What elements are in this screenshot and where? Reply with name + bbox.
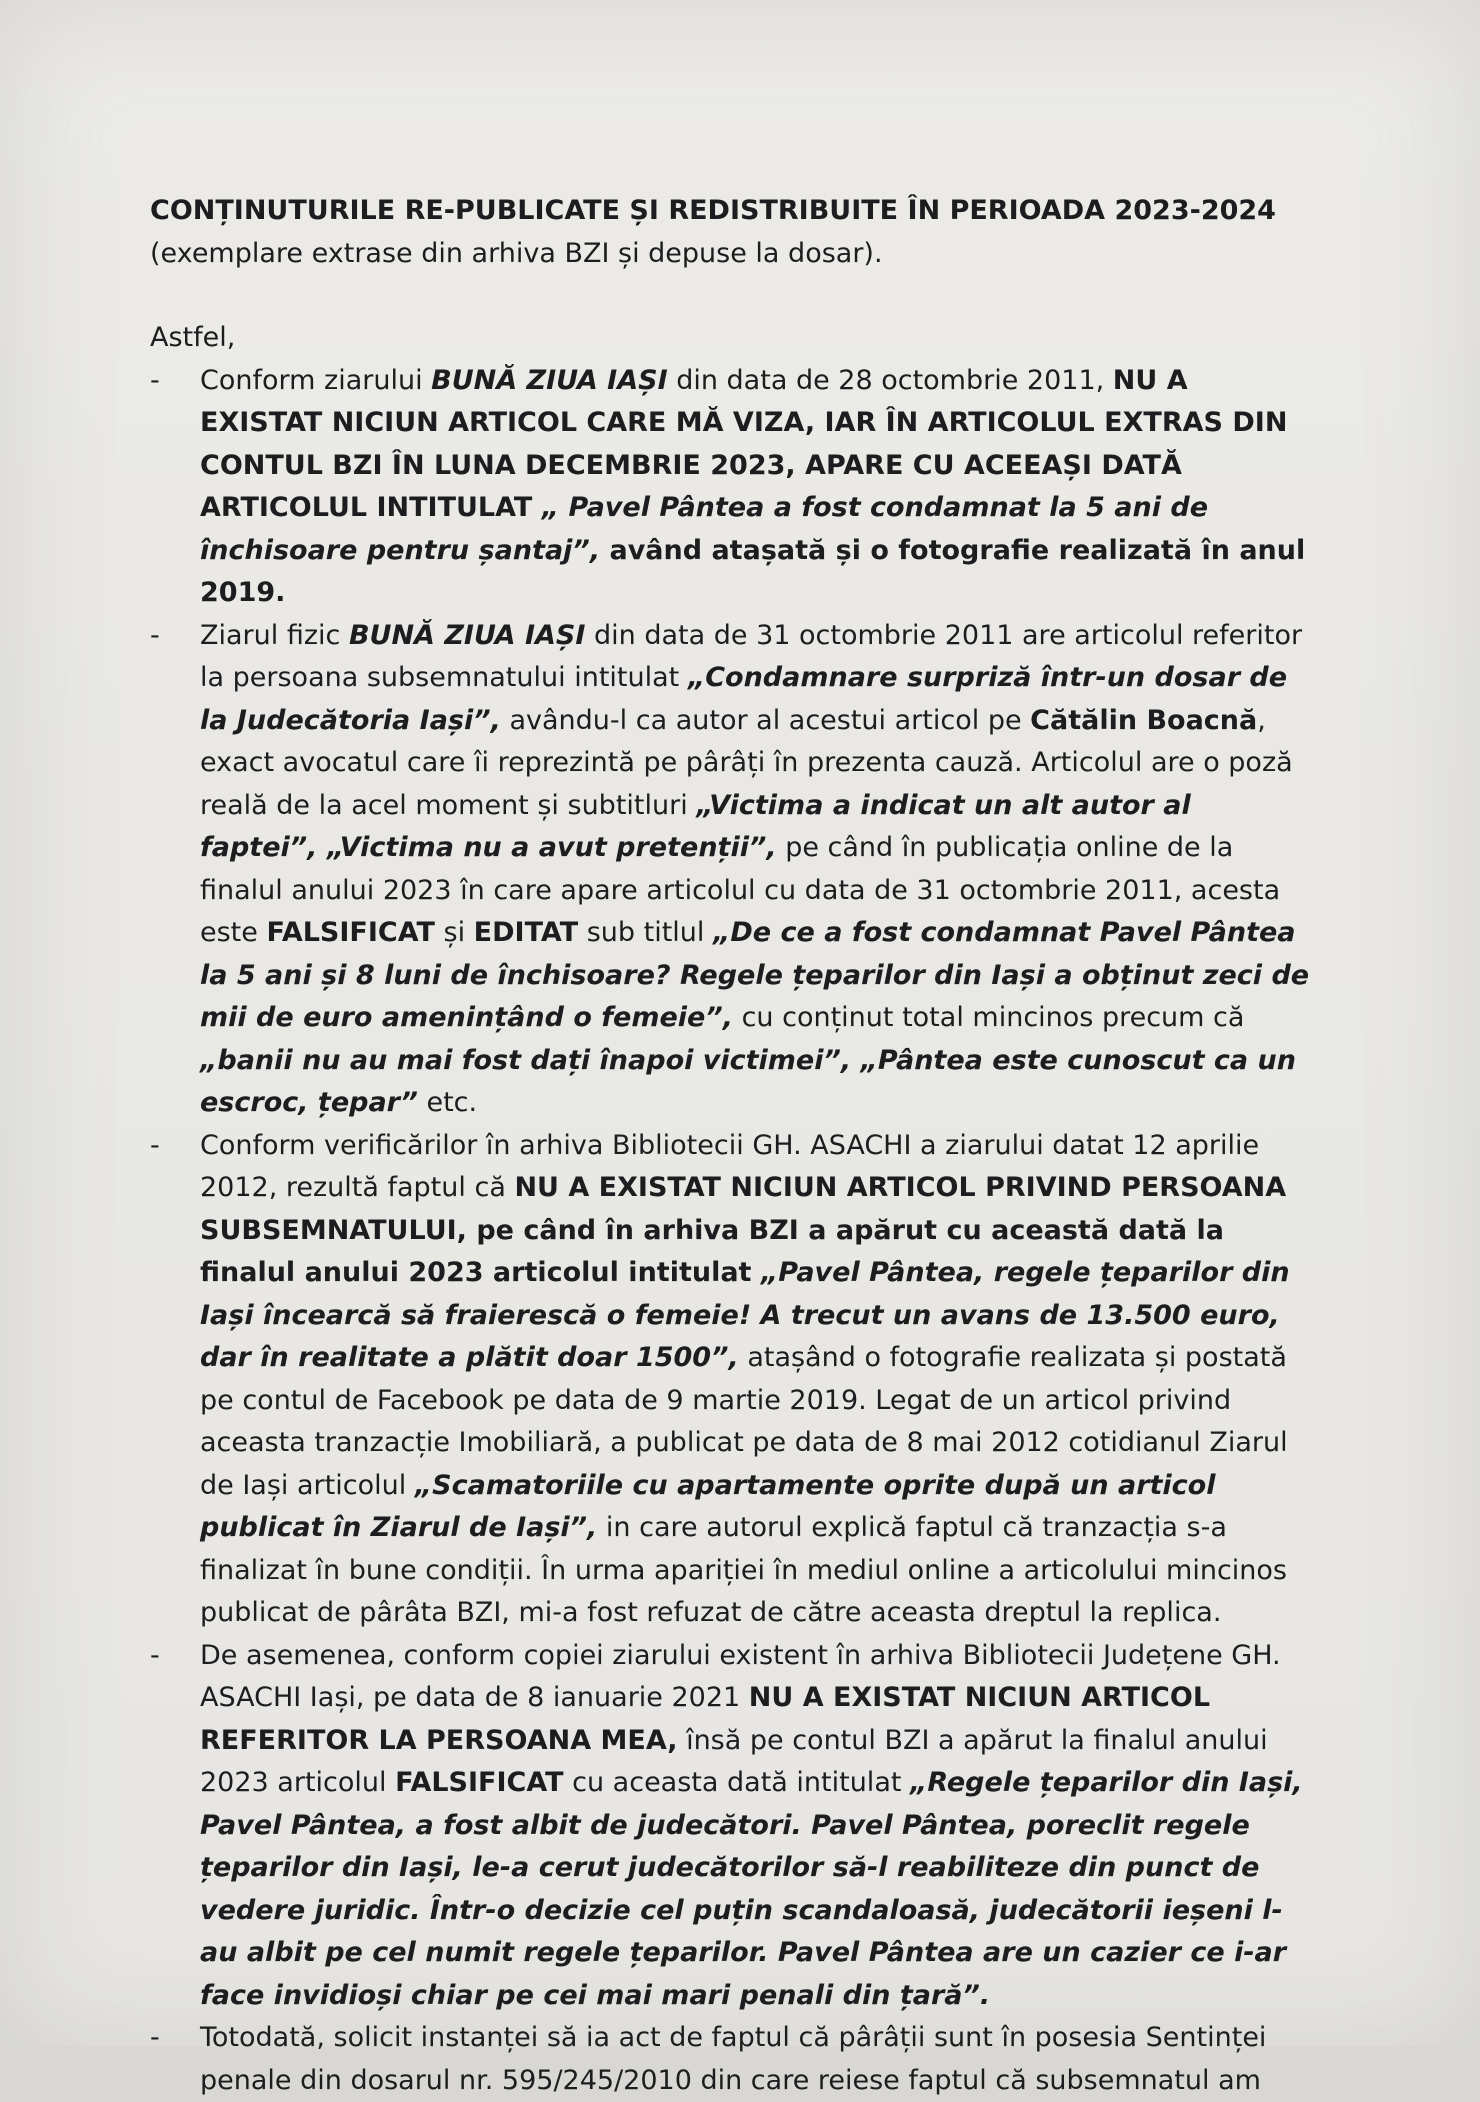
item-text-segment: Ziarul fizic xyxy=(200,620,349,651)
item-text-segment: „Pavel Pântea, regele țeparilor din Iași încearcă să fraierescă o femeie! A trecut un avans de 13.500 euro, dar în realitate a plătit doar 1500”, xyxy=(200,1257,1290,1373)
item-text-segment: EDITAT xyxy=(474,917,578,948)
list-item xyxy=(150,360,1310,615)
item-text-segment: FALSIFICAT xyxy=(395,1767,563,1798)
item-text-segment: „Condamnare surpriză într-un dosar de la Judecătoria Iași”, xyxy=(200,662,1287,736)
item-text-segment: însă pe contul BZI a apărut la finalul anului 2023 articolul xyxy=(200,1725,1268,1799)
item-text-segment: etc. xyxy=(418,1087,477,1118)
item-text-segment: Conform verificărilor în arhiva Bibliotecii GH. ASACHI a ziarului datat 12 aprilie 2012, rezultă faptul că xyxy=(200,1130,1259,1204)
list-item xyxy=(150,1125,1310,1635)
item-text-segment: De asemenea, conform copiei ziarului existent în arhiva Bibliotecii Județene GH. ASACHI Iași, pe data de 8 ianuarie 2021 xyxy=(200,1640,1281,1714)
bullet-dash: - xyxy=(150,1125,200,1168)
item-text-segment: NU A EXISTAT NICIUN ARTICOL PRIVIND PERSOANA SUBSEMNATULUI, pe când în arhiva BZI a apărut cu această dată la finalul anului 2023 articolul intitulat xyxy=(200,1172,1286,1288)
intro-text: Astfel, xyxy=(150,317,1310,360)
item-text-segment: „Scamatoriile cu apartamente oprite după un articol publicat în Ziarul de Iași”, xyxy=(200,1470,1216,1544)
item-text-segment: BUNĂ ZIUA IAȘI xyxy=(431,365,667,396)
item-text-segment: BUNĂ ZIUA IAȘI xyxy=(349,620,585,651)
item-text-segment: având atașată și o fotografie realizată în anul 2019. xyxy=(200,535,1305,609)
item-text-segment: și xyxy=(435,917,474,948)
item-text-segment: NU A EXISTAT NICIUN ARTICOL REFERITOR LA PERSOANA MEA, xyxy=(200,1682,1210,1756)
item-text-segment: „Regele țeparilor din Iași, Pavel Pântea, a fost albit de judecători. Pavel Pântea, poreclit regele țeparilor din Iași, le-a cerut judecătorilor să-l reabiliteze din punct de vedere juridic. Într-o decizie cel puțin scandaloasă, judecătorii ieșeni l-au albit pe cel numit regele țeparilor. Pavel Pântea are un cazier ce i-ar face invidioși chiar pe cei mai mari penali din țară”. xyxy=(200,1767,1303,2011)
list-item xyxy=(150,2017,1310,2102)
item-text-segment: in care autorul explică faptul că tranzacția s-a finalizat în bune condiții. În urma apariției în mediul online a articolului mincinos publicat de pârâta BZI, mi-a fost refuzat de către aceasta dreptul la replica. xyxy=(200,1512,1287,1628)
item-text-segment: atașând o fotografie realizata și postată pe contul de Facebook pe data de 9 martie 2019. Legat de un articol privind aceasta tranzacție Imobiliară, a publicat pe data de 8 mai 2012 cotidianul Ziarul de Iași articolul xyxy=(200,1342,1288,1501)
bullet-dash: - xyxy=(150,360,200,403)
item-text-segment: din data de 28 octombrie 2011, xyxy=(668,365,1113,396)
item-text-segment: cu aceasta dată intitulat xyxy=(564,1767,910,1798)
item-text-segment: Totodată, solicit instanței să ia act de faptul că pârâții sunt în posesia Sentinței penale din dosarul nr. 595/245/2010 din care reiese faptul că subsemnatul am xyxy=(200,2022,1266,2096)
item-text-segment: Conform ziarului xyxy=(200,365,431,396)
bullet-dash: - xyxy=(150,1635,200,1678)
item-text-segment: Cătălin Boacnă xyxy=(1030,705,1257,736)
bullet-dash: - xyxy=(150,2017,200,2060)
heading-rest-text: (exemplare extrase din arhiva BZI și depuse la dosar). xyxy=(150,238,883,269)
heading-bold-text: CONȚINUTURILE RE-PUBLICATE ȘI REDISTRIBUITE ÎN PERIOADA 2023-2024 xyxy=(150,195,1276,226)
bullet-dash: - xyxy=(150,615,200,658)
item-text-segment: „De ce a fost condamnat Pavel Pântea la 5 ani și 8 luni de închisoare? Regele țeparilor din Iași a obținut zeci de mii de euro amenințând o femeie”, xyxy=(200,917,1309,1033)
item-text-segment: FALSIFICAT xyxy=(266,917,434,948)
item-text-segment: , exact avocatul care îi reprezintă pe pârâți în prezenta cauză. Articolul are o poză reală de la acel moment și subtitluri xyxy=(200,705,1293,821)
item-text-segment: „banii nu au mai fost dați înapoi victimei”, „Pântea este cunoscut ca un escroc, țepar” xyxy=(200,1045,1296,1119)
item-text-segment: sub titlul xyxy=(578,917,713,948)
item-text-segment: pe când în publicația online de la finalul anului 2023 în care apare articolul cu data de 31 octombrie 2011, acesta este xyxy=(200,832,1280,948)
item-text-segment: cu conținut total mincinos precum că xyxy=(733,1002,1244,1033)
item-text-segment: „Victima a indicat un alt autor al faptei”, „Victima nu a avut pretenții”, xyxy=(200,790,1191,864)
document-body xyxy=(150,190,1310,2102)
item-list xyxy=(150,360,1310,2102)
item-text-segment: avându-l ca autor al acestui articol pe xyxy=(501,705,1030,736)
item-text-segment: „ Pavel Pântea a fost condamnat la 5 ani de închisoare pentru șantaj”, xyxy=(200,492,1208,566)
item-text-segment: NU A EXISTAT NICIUN ARTICOL CARE MĂ VIZA, IAR ÎN ARTICOLUL EXTRAS DIN CONTUL BZI ÎN LUNA DECEMBRIE 2023, APARE CU ACEEAȘI DATĂ ARTICOLUL INTITULAT xyxy=(200,365,1287,524)
item-text-segment: din data de 31 octombrie 2011 are articolul referitor la persoana subsemnatului intitulat xyxy=(200,620,1302,694)
list-item xyxy=(150,615,1310,1125)
list-item xyxy=(150,1635,1310,2018)
document-heading xyxy=(150,190,1310,275)
